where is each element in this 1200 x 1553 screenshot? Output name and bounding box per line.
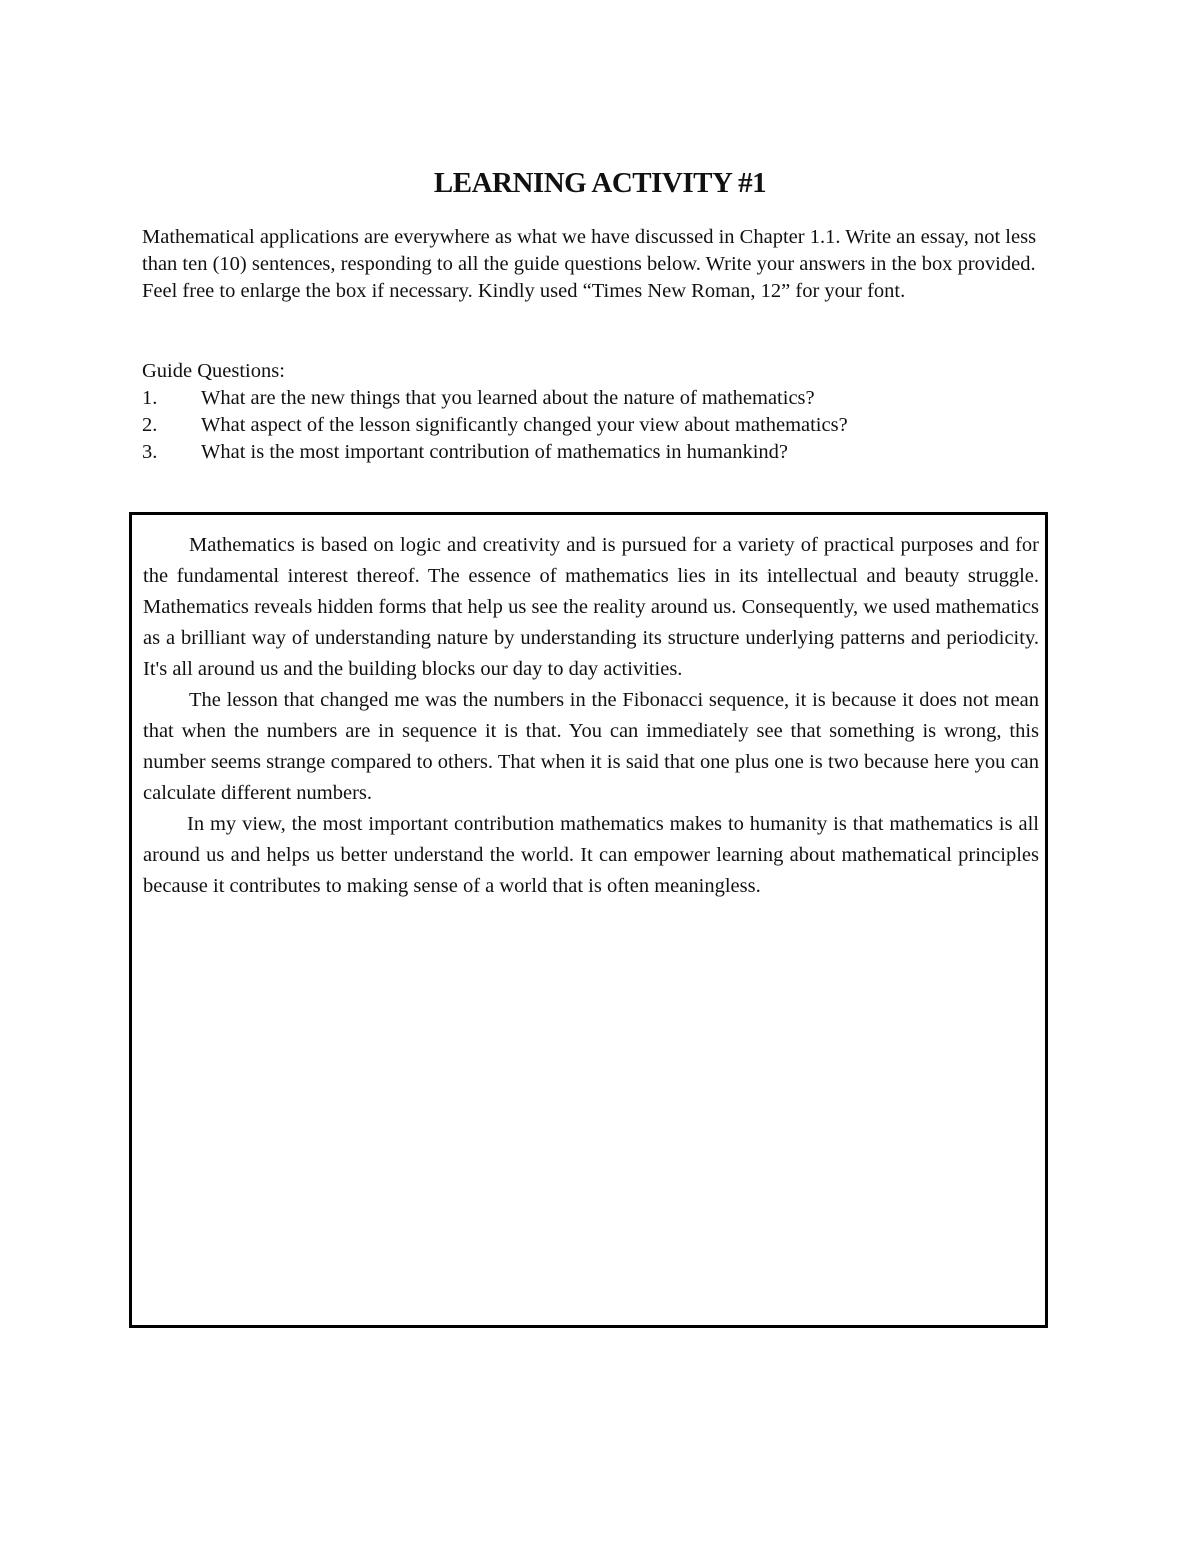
question-number: 1. [142, 387, 158, 409]
answer-paragraph: Mathematics is based on logic and creativity and is pursued for a variety of practical purposes and for the fundamental interest thereof. The essence of mathematics lies in its intellectual and beauty struggle. Mathematics reveals hidden forms that help us see the reality around us. Consequently, we used mathematics as a brilliant way of understanding nature by understanding its structure underlying patterns and periodicity. It's all around us and the building blocks our day to day activities. [143, 534, 1039, 680]
guide-questions [142, 358, 1054, 466]
answer-paragraph: The lesson that changed me was the numbers in the Fibonacci sequence, it is because it does not mean that when the numbers are in sequence it is that. You can immediately see that something is wrong, this number seems strange compared to others. That when it is said that one plus one is two because here you can calculate different numbers. [143, 689, 1039, 804]
guide-question [142, 439, 1054, 466]
guide-heading: Guide Questions: [142, 360, 285, 382]
question-number: 3. [142, 441, 158, 463]
instructions-text: Mathematical applications are everywhere as what we have discussed in Chapter 1.1. Write an essay, not less than ten (10) sentences, responding to all the guide questions below. Write your answers in the box provided. Feel free to enlarge the box if necessary. Kindly used “Times New Roman, 12” for your font. [142, 226, 1037, 302]
instructions [142, 224, 1054, 305]
question-text: What are the new things that you learned about the nature of mathematics? [201, 387, 815, 409]
answer-paragraph: In my view, the most important contribution mathematics makes to humanity is that mathematics is all around us and helps us better understand the world. It can empower learning about mathematical principles because it contributes to making sense of a world that is often meaningless. [143, 813, 1039, 897]
answer-essay [143, 530, 1039, 902]
question-text: What is the most important contribution of mathematics in humankind? [201, 441, 788, 463]
answer-box[interactable] [129, 512, 1048, 1328]
question-number: 2. [142, 414, 158, 436]
guide-question [142, 412, 1054, 439]
page-title: LEARNING ACTIVITY #1 [433, 167, 767, 199]
guide-question [142, 385, 1054, 412]
guide-question-list [142, 385, 1054, 466]
question-text: What aspect of the lesson significantly changed your view about mathematics? [201, 414, 848, 436]
